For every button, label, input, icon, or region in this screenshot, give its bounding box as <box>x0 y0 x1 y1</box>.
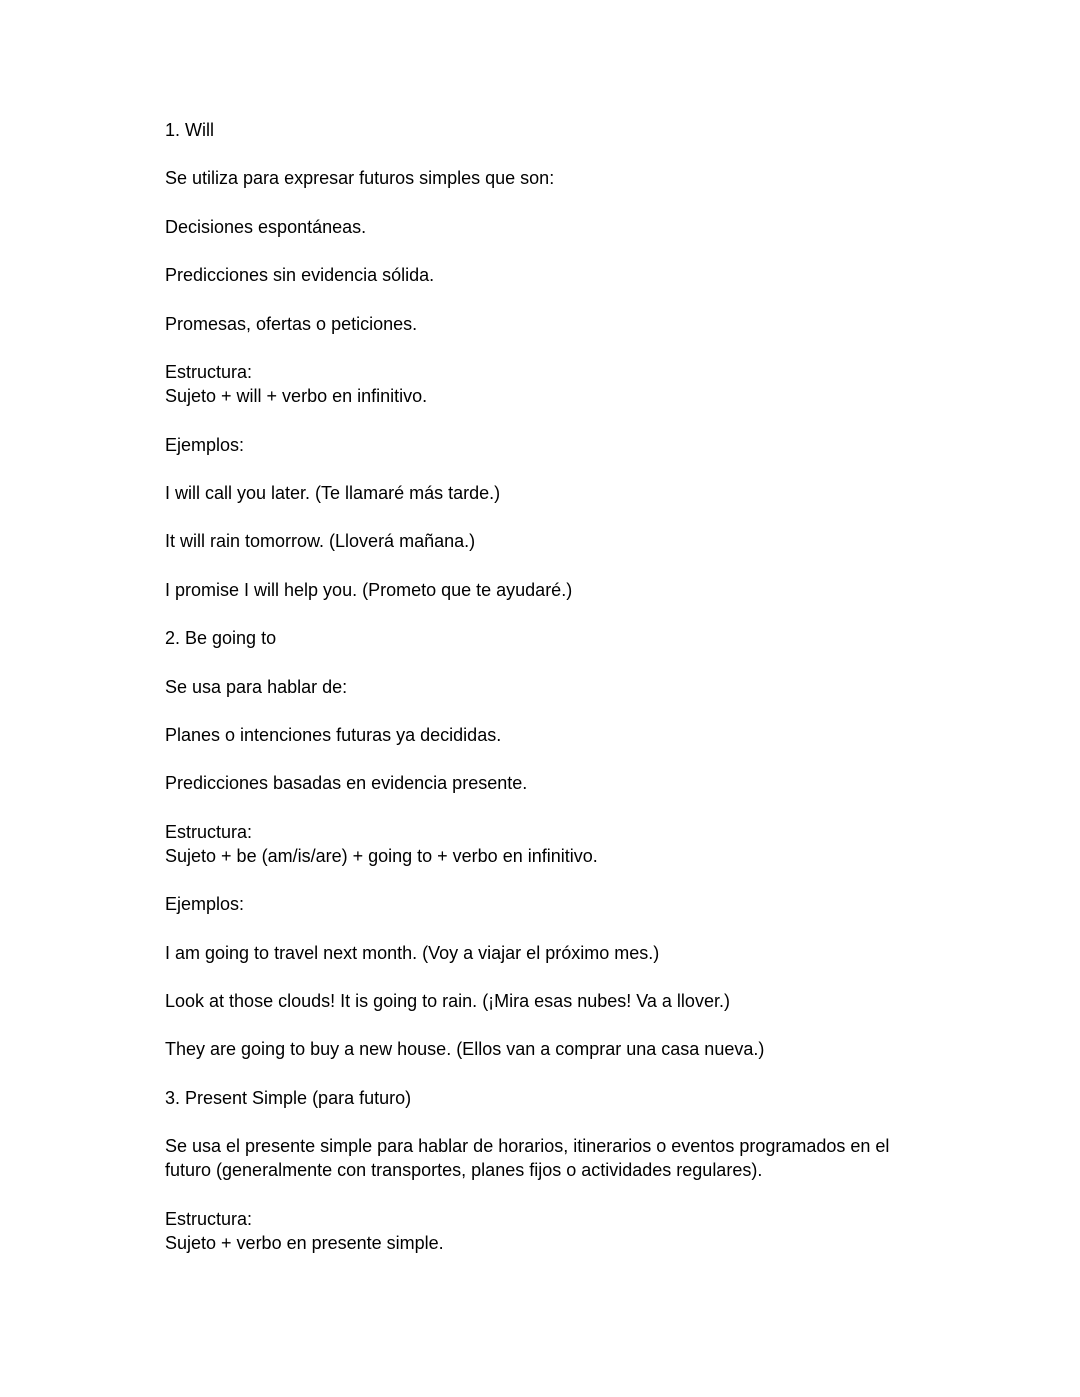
use-item: Predicciones sin evidencia sólida. <box>165 265 435 286</box>
structure-label: Estructura: <box>165 1208 253 1229</box>
section-heading-be-going-to: 2. Be going to <box>165 628 277 649</box>
section-description-line: futuro (generalmente con transportes, planes fijos o actividades regulares). <box>165 1160 763 1181</box>
example-item: I will call you later. (Te llamaré más tarde.) <box>165 482 501 503</box>
examples-label: Ejemplos: <box>165 434 245 455</box>
use-item: Promesas, ofertas o peticiones. <box>165 313 418 334</box>
use-item: Planes o intenciones futuras ya decididas. <box>165 724 502 745</box>
structure-label: Estructura: <box>165 361 253 382</box>
section-description-line: Se usa el presente simple para hablar de horarios, itinerarios o eventos programados en el <box>165 1136 890 1157</box>
example-item: I promise I will help you. (Prometo que te ayudaré.) <box>165 579 573 600</box>
section-heading-will: 1. Will <box>165 120 214 140</box>
use-item: Decisiones espontáneas. <box>165 216 367 237</box>
structure-formula: Sujeto + be (am/is/are) + going to + verbo en infinitivo. <box>165 845 598 866</box>
example-item: Look at those clouds! It is going to rain. (¡Mira esas nubes! Va a llover.) <box>165 991 730 1012</box>
example-item: They are going to buy a new house. (Ellos van a comprar una casa nueva.) <box>165 1039 765 1060</box>
use-item: Predicciones basadas en evidencia presente. <box>165 773 528 794</box>
example-item: It will rain tomorrow. (Lloverá mañana.) <box>165 531 476 552</box>
structure-formula: Sujeto + will + verbo en infinitivo. <box>165 386 428 407</box>
document-body <box>165 118 925 1255</box>
section-heading-present-simple: 3. Present Simple (para futuro) <box>165 1087 412 1108</box>
section-intro: Se usa para hablar de: <box>165 676 348 697</box>
example-item: I am going to travel next month. (Voy a viajar el próximo mes.) <box>165 942 660 963</box>
section-intro: Se utiliza para expresar futuros simples que son: <box>165 168 555 189</box>
examples-label: Ejemplos: <box>165 894 245 915</box>
structure-formula: Sujeto + verbo en presente simple. <box>165 1233 444 1254</box>
structure-label: Estructura: <box>165 821 253 842</box>
